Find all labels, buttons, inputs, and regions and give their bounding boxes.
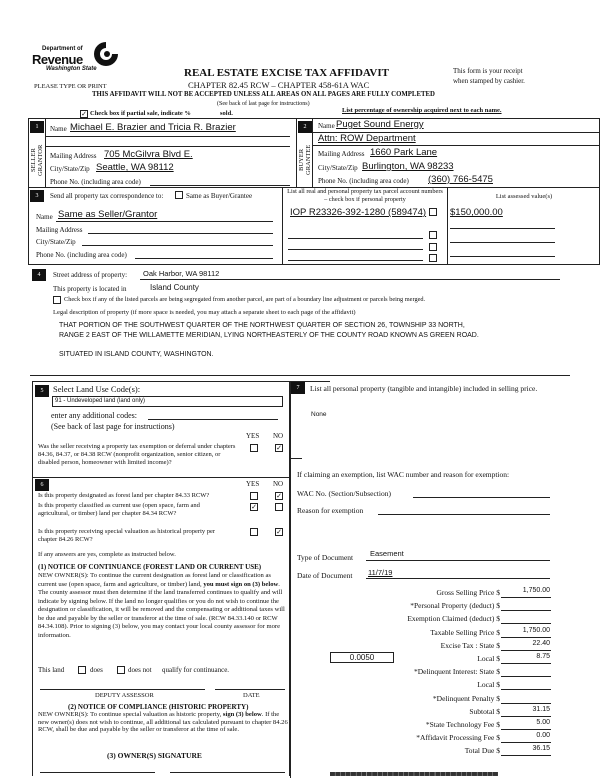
notice-continuance-title: (1) NOTICE OF CONTINUANCE (FOREST LAND OR CURRENT USE) (38, 563, 262, 571)
same-as-buyer-label: Same as Buyer/Grantee (186, 192, 253, 200)
logo-line1: Department of (42, 46, 83, 52)
qualify-label: qualify for continuance. (162, 666, 230, 674)
s6-q2-no[interactable] (275, 503, 283, 511)
segregated-checkbox[interactable] (53, 296, 61, 304)
buyer-mail-field[interactable]: 1660 Park Lane (370, 147, 438, 158)
buyer-phone-field[interactable]: (360) 766-5475 (428, 174, 493, 185)
owner-signature-line-1[interactable] (40, 772, 155, 773)
doctype-field[interactable]: Easement (370, 549, 404, 558)
tax-row-label: Gross Selling Price $ (436, 588, 500, 597)
s6-q3-no[interactable]: ✓ (276, 528, 282, 536)
tax-row-value[interactable]: 8.75 (536, 653, 550, 660)
s6-q2-yes[interactable]: ✓ (251, 503, 257, 511)
street-field[interactable]: Oak Harbor, WA 98112 (143, 269, 220, 278)
assessed-field[interactable]: $150,000.00 (450, 207, 503, 218)
partial-sale-checkbox[interactable]: ✓ (81, 110, 87, 118)
s6-q1-yes[interactable] (250, 492, 258, 500)
section-7-number: 7 (291, 382, 305, 394)
partial-label: Check box if partial sale, indicate % (90, 110, 191, 117)
warning: THIS AFFIDAVIT WILL NOT BE ACCEPTED UNLESS ALL AREAS ON ALL PAGES ARE FULLY COMPLETED (92, 91, 435, 98)
send-correspondence-label: Send all property tax correspondence to: (50, 192, 164, 200)
parcel-field[interactable]: IOP R23326-392-1280 (589474) (290, 207, 427, 218)
tax-row-label: Local $ (477, 680, 500, 690)
seller-mail-field[interactable]: 705 McGilvra Blvd E. (104, 149, 193, 160)
see-back: (See back of last page for instructions) (217, 101, 310, 107)
notice-compliance-title: (2) NOTICE OF COMPLIANCE (HISTORIC PROPERTY) (68, 703, 249, 711)
personal-property-title: List all personal property (tangible and intangible) included in selling price. (310, 384, 538, 393)
owner-signature-line-2[interactable] (170, 772, 285, 773)
buyer-name-label: Name (318, 122, 335, 130)
date-label: DATE (243, 692, 260, 699)
section-4-number: 4 (32, 269, 46, 281)
s5-q1-no[interactable]: ✓ (276, 444, 282, 452)
deputy-label: DEPUTY ASSESSOR (95, 692, 154, 699)
notice-continuance-text: NEW OWNER(S): To continue the current designation as forest land or classification as current use (open space, farm and agriculture, or timber) land, you must sign on (3) below. The county assessor must then determine if the land transferred continues to qualify and will indicate by signing below. If the land no longer qualifies or you do not wish to continue the designation or classification, it will be removed and the compensating or additional taxes will be due and payable by the seller or transferor at the time of sale. (RCW 84.33.140 or RCW 84.34.108). Prior to signing (3) below, you may contact your local county assessor for more information. (38, 572, 285, 639)
tax-row-line (501, 623, 551, 624)
section-6-number: 6 (35, 479, 49, 491)
logo-line3: Washington State (46, 66, 97, 72)
assessed-header: List assessed value(s) (495, 193, 553, 200)
deputy-date-line[interactable] (215, 689, 285, 690)
s5-yes-header: YES (246, 432, 260, 440)
buyer-grantee-label: BUYER GRANTEE (298, 144, 312, 176)
buyer-phone-label: Phone No. (including area code) (318, 177, 409, 185)
tax-row-label: Exemption Claimed (deduct) $ (407, 614, 500, 624)
please-type: PLEASE TYPE OR PRINT (34, 83, 107, 90)
buyer-mail-label: Mailing Address (318, 150, 365, 158)
reason-label: Reason for exemption (297, 506, 364, 515)
wac-label: WAC No. (Section/Subsection) (297, 489, 391, 498)
tax-row-label: Excise Tax : State $ (440, 640, 500, 650)
wac-field[interactable] (413, 497, 550, 498)
tax-row-label: Total Due $ (464, 746, 500, 756)
tax-row-value[interactable]: 31.15 (532, 705, 550, 713)
buyer-name-field[interactable]: Puget Sound Energy (336, 119, 424, 130)
ownership-note: List percentage of ownership acquired next to each name. (342, 107, 502, 114)
personal-property-checkbox-1[interactable] (429, 208, 437, 216)
legal-line-3: SITUATED IN ISLAND COUNTY, WASHINGTON. (59, 351, 214, 358)
buyer-city-field[interactable]: Burlington, WA 98233 (362, 161, 454, 172)
s3-mail-label: Mailing Address (36, 226, 83, 234)
personal-property-checkbox-2[interactable] (429, 231, 437, 239)
exemption-label: If claiming an exemption, list WAC number and reason for exemption: (297, 470, 510, 479)
land-use-title: Select Land Use Code(s): (53, 384, 141, 394)
sold-label: sold. (220, 110, 233, 117)
land-use-select[interactable]: 91 - Undeveloped land (land only) (52, 396, 283, 407)
s6-q1: Is this property designated as forest land per chapter 84.33 RCW? (38, 492, 210, 499)
tax-row-line (501, 716, 551, 717)
tax-row-label: Subtotal $ (469, 706, 500, 716)
this-land-label: This land (38, 666, 65, 674)
tax-row-value[interactable]: 1,750.00 (522, 626, 550, 634)
seller-city-field[interactable]: Seattle, WA 98112 (96, 162, 174, 173)
s6-q2: Is this property classified as current use (open space, farm and agricultural, or timber) land per chapter 84.34 RCW? (38, 502, 200, 517)
does-not-checkbox[interactable] (117, 666, 125, 674)
docdate-field[interactable]: 11/7/19 (368, 568, 393, 577)
does-label: does (90, 666, 103, 674)
tax-row-value[interactable]: 36.15 (532, 745, 550, 753)
seller-name-field[interactable]: Michael E. Brazier and Tricia R. Brazier (70, 122, 236, 133)
docdate-label: Date of Document (297, 571, 353, 580)
section-3-number: 3 (30, 190, 44, 202)
tax-row-line (501, 663, 551, 664)
legal-label: Legal description of property (if more space is needed, you may attach a separate sheet to each page of the affidavit) (53, 309, 356, 316)
s3-phone-label: Phone No. (including area code) (36, 251, 127, 259)
s3-mail-field[interactable] (88, 233, 273, 234)
s3-phone-field[interactable] (135, 258, 273, 259)
owner-signature-title: (3) OWNER(S) SIGNATURE (107, 751, 202, 760)
s6-yes-header: YES (246, 480, 260, 488)
seller-name-label: Name (50, 125, 67, 133)
s3-city-label: City/State/Zip (36, 238, 76, 246)
dor-swirl-icon (92, 40, 120, 68)
section-1-number: 1 (30, 121, 44, 133)
tax-row-value[interactable]: 5.00 (536, 719, 550, 726)
tax-row-line (501, 610, 551, 611)
personal-property-checkbox-3[interactable] (429, 243, 437, 251)
reason-field[interactable] (378, 514, 550, 515)
tax-row-line (501, 742, 551, 743)
tax-row-label: Local $ (477, 654, 500, 663)
tax-row-line (501, 637, 551, 638)
s6-no-header: NO (273, 480, 284, 488)
form-subtitle: CHAPTER 82.45 RCW – CHAPTER 458-61A WAC (188, 80, 370, 90)
buyer-city-label: City/State/Zip (318, 164, 358, 172)
s3-name-field[interactable]: Same as Seller/Grantor (58, 209, 158, 220)
s5-no-header: NO (273, 432, 284, 440)
s5-see-back: (See back of last page for instructions) (51, 422, 175, 431)
tax-row-label: *Delinquent Penalty $ (432, 693, 500, 703)
does-not-label: does not (128, 666, 152, 674)
s6-q1-no[interactable]: ✓ (276, 492, 282, 500)
section-2-number: 2 (298, 121, 312, 133)
tax-row-value[interactable]: 22.40 (532, 639, 550, 647)
additional-codes-label: enter any additional codes: (51, 411, 137, 420)
logo-line2: Revenue (32, 52, 83, 67)
does-checkbox[interactable] (78, 666, 86, 674)
county-field[interactable]: Island County (150, 283, 199, 292)
tax-row-label: *Delinquent Interest: State $ (413, 667, 500, 677)
buyer-attn-field[interactable]: Attn: ROW Department (318, 133, 416, 144)
personal-property-checkbox-4[interactable] (429, 254, 437, 262)
seller-phone-label: Phone No. (including area code) (50, 178, 141, 186)
additional-codes-field[interactable] (148, 419, 278, 420)
segregated-label: Check box if any of the listed parcels are being segregated from another parcel, are part of a boundary line adjustment or parcels being merged. (64, 296, 426, 303)
s3-city-field[interactable] (82, 245, 273, 246)
s6-q3: Is this property receiving special valuation as historical property per chapter 84.26 RCW? (38, 528, 216, 543)
seller-mail-label: Mailing Address (50, 152, 97, 160)
tax-row-label: *Affidavit Processing Fee $ (416, 733, 500, 743)
tax-row-line (501, 650, 551, 651)
tax-row-line (501, 729, 551, 730)
receipt-note-2: when stamped by cashier. (453, 77, 525, 85)
tax-row-label: Taxable Selling Price $ (430, 627, 500, 637)
tax-row-value[interactable]: 0.00 (536, 732, 550, 740)
located-label: This property is located in (53, 285, 127, 293)
s5-q1: Was the seller receiving a property tax exemption or deferral under chapters 84.36, 84.37, or 84.38 RCW (nonprofit organization, senior citizen, or disabled person, homeowner with limited income)? (38, 443, 236, 466)
tax-row-value[interactable]: 1,750.00 (522, 587, 550, 594)
legal-line-2: RANGE 2 EAST OF THE WILLAMETTE MERIDIAN, LYING NORTHEASTERLY OF THE COUNTY ROAD KNOWN AS GREEN ROAD. (59, 332, 479, 339)
seller-city-label: City/State/Zip (50, 165, 90, 173)
section-5-number: 5 (35, 385, 49, 397)
tax-row-line (501, 755, 551, 756)
form-title: REAL ESTATE EXCISE TAX AFFIDAVIT (184, 67, 389, 79)
deputy-signature-line[interactable] (40, 689, 205, 690)
tax-row-line (501, 689, 551, 690)
receipt-note: This form is your receipt (453, 67, 523, 75)
tax-row-label: *State Technology Fee $ (425, 720, 500, 729)
s6-q3-yes[interactable] (250, 528, 258, 536)
seller-grantor-label: SELLER GRANTOR (30, 144, 44, 176)
s3-name-label: Name (36, 213, 53, 221)
s5-q1-yes[interactable] (250, 444, 258, 452)
local-rate-field[interactable]: 0.0050 (330, 652, 394, 663)
legal-line-1: THAT PORTION OF THE SOUTHWEST QUARTER OF THE NORTHWEST QUARTER OF SECTION 26, TOWNSHIP 33 NORTH, (59, 322, 465, 329)
tax-row-line (501, 676, 551, 677)
personal-property-field[interactable]: None (311, 411, 327, 418)
tax-row-line (501, 703, 551, 704)
tax-row-line (501, 597, 551, 598)
minimum-due-note: ▀▀▀▀▀▀▀▀▀▀▀▀▀▀▀▀▀▀▀▀▀▀▀▀▀▀▀▀▀▀▀▀ (330, 772, 499, 778)
street-label: Street address of property: (53, 271, 128, 279)
same-as-buyer-checkbox[interactable] (175, 191, 183, 199)
tax-row-label: *Personal Property (deduct) $ (410, 601, 500, 611)
s6-ifany: If any answers are yes, complete as instructed below. (38, 551, 176, 558)
doctype-label: Type of Document (297, 553, 354, 562)
notice-compliance-text: NEW OWNER(S): To continue special valuation as historic property, sign (3) below. If the new owner(s) does not wish to continue, all additional tax calculated pursuant to chapter 84.26 RCW, shall be due and payable by the seller or transferor at the time of sale. (38, 711, 288, 733)
parcel-header: List all real and personal property tax parcel account numbers – check box if personal property (287, 188, 443, 203)
